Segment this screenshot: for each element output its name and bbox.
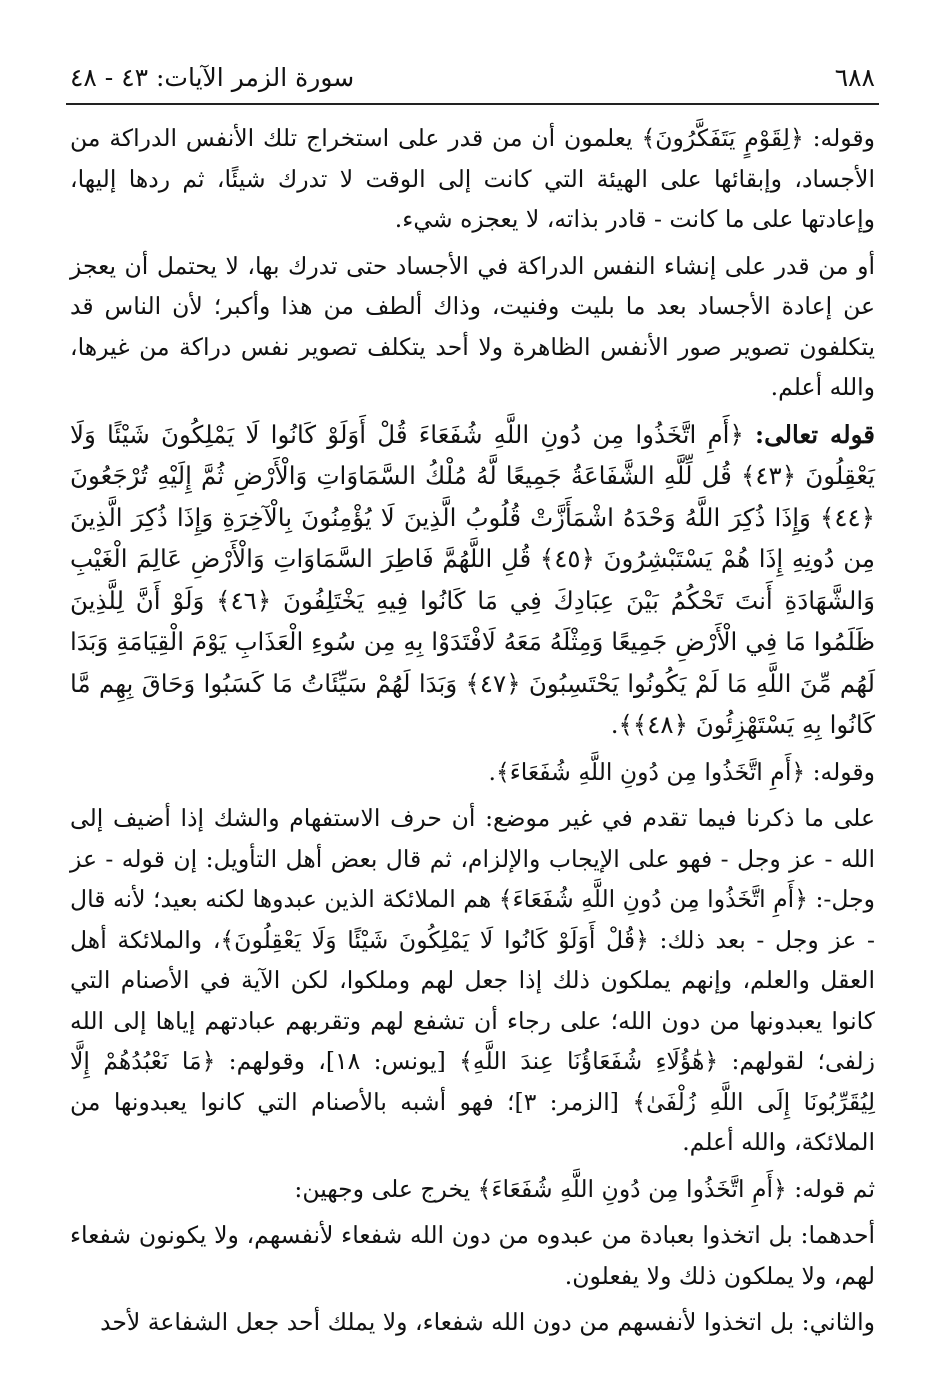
page-header (70, 58, 875, 98)
quran-verses-block (70, 414, 875, 746)
verse-intro-label: قوله تعالى: (755, 419, 876, 449)
page-body (70, 118, 875, 1349)
running-title: سورة الزمر الآيات: ٤٣ - ٤٨ (70, 63, 355, 92)
paragraph: والثاني: بل اتخذوا لأنفسهم من دون الله شفعاء، ولا يملك أحد جعل الشفاعة لأحد (100, 1308, 875, 1336)
paragraph: أو من قدر على إنشاء النفس الدراكة في الأجساد حتى تدرك بها، لا يحتمل أن يعجز عن إعادة الأجساد بعد ما بليت وفنيت، وذاك ألطف من هذا وأكبر؛ لأن الناس قد يتكلفون تصوير صور الأنفس الظاهرة ولا أحد يتكلف تصوير نفس دراكة من غيرها، والله أعلم. (70, 251, 875, 401)
paragraph: وقوله: ﴿لِقَوْمٍ يَتَفَكَّرُونَ﴾ يعلمون أن من قدر على استخراج تلك الأنفس الدراكة من الأجساد، وإبقائها على الهيئة التي كانت إلى الوقت لا تدرك شيئًا، ثم ردها إليها، وإعادتها على ما كانت - قادر بذاته، لا يعجزه شيء. (70, 124, 875, 233)
header-rule (66, 103, 879, 105)
paragraph: ثم قوله: ﴿أَمِ اتَّخَذُوا مِن دُونِ اللَّهِ شُفَعَاءَ﴾ يخرج على وجهين: (294, 1174, 875, 1203)
page-number: ٦٨٨ (834, 63, 875, 92)
paragraph: على ما ذكرنا فيما تقدم في غير موضع: أن حرف الاستفهام والشك إذا أضيف إلى الله - عز وجل - فهو على الإيجاب والإلزام، ثم قال بعض أهل التأويل: إن قوله - عز وجل-: ﴿أَمِ اتَّخَذُوا مِن دُونِ اللَّهِ شُفَعَاءَ﴾ هم الملائكة الذين عبدوها لكنه بعيد؛ لأنه قال - عز وجل - بعد ذلك: ﴿قُلْ أَوَلَوْ كَانُوا لَا يَمْلِكُونَ شَيْئًا وَلَا يَعْقِلُونَ﴾، والملائكة أهل العقل والعلم، وإنهم يملكون ذلك إذا جعل لهم وملكوا، لكن الآية في الأصنام التي كانوا يعبدونها من دون الله؛ على رجاء أن تشفع لهم وتقربهم عبادتهم إياها إلى الله زلفى؛ لقولهم: ﴿هَٰؤُلَاءِ شُفَعَاؤُنَا عِندَ اللَّهِ﴾ [يونس: ١٨]، وقولهم: ﴿مَا نَعْبُدُهُمْ إِلَّا لِيُقَرِّبُونَا إِلَى اللَّهِ زُلْفَىٰ﴾ [الزمر: ٣]؛ فهو أشبه بالأصنام التي كانوا يعبدونها من الملائكة، والله أعلم. (70, 804, 875, 1156)
quran-verses-text: ﴿أَمِ اتَّخَذُوا مِن دُونِ اللَّهِ شُفَعَاءَ قُلْ أَوَلَوْ كَانُوا لَا يَمْلِكُونَ شَيْئًا وَلَا يَعْقِلُونَ ﴿٤٣﴾ قُل لِّلَّهِ الشَّفَاعَةُ جَمِيعًا لَّهُ مُلْكُ السَّمَاوَاتِ وَالْأَرْضِ ثُمَّ إِلَيْهِ تُرْجَعُونَ ﴿٤٤﴾ وَإِذَا ذُكِرَ اللَّهُ وَحْدَهُ اشْمَأَزَّتْ قُلُوبُ الَّذِينَ لَا يُؤْمِنُونَ بِالْآخِرَةِ وَإِذَا ذُكِرَ الَّذِينَ مِن دُونِهِ إِذَا هُمْ يَسْتَبْشِرُونَ ﴿٤٥﴾ قُلِ اللَّهُمَّ فَاطِرَ السَّمَاوَاتِ وَالْأَرْضِ عَالِمَ الْغَيْبِ وَالشَّهَادَةِ أَنتَ تَحْكُمُ بَيْنَ عِبَادِكَ فِي مَا كَانُوا فِيهِ يَخْتَلِفُونَ ﴿٤٦﴾ وَلَوْ أَنَّ لِلَّذِينَ ظَلَمُوا مَا فِي الْأَرْضِ جَمِيعًا وَمِثْلَهُ مَعَهُ لَافْتَدَوْا بِهِ مِن سُوءِ الْعَذَابِ يَوْمَ الْقِيَامَةِ وَبَدَا لَهُم مِّنَ اللَّهِ مَا لَمْ يَكُونُوا يَحْتَسِبُونَ ﴿٤٧﴾ وَبَدَا لَهُمْ سَيِّئَاتُ مَا كَسَبُوا وَحَاقَ بِهِم مَّا كَانُوا بِهِ يَسْتَهْزِئُونَ ﴿٤٨﴾﴾. (70, 419, 875, 739)
paragraph: وقوله: ﴿أَمِ اتَّخَذُوا مِن دُونِ اللَّهِ شُفَعَاءَ﴾. (488, 757, 875, 786)
paragraph: أحدهما: بل اتخذوا بعبادة من عبدوه من دون الله شفعاء لأنفسهم، ولا يكونون شفعاء لهم، ولا يملكون ذلك ولا يفعلون. (70, 1221, 875, 1290)
